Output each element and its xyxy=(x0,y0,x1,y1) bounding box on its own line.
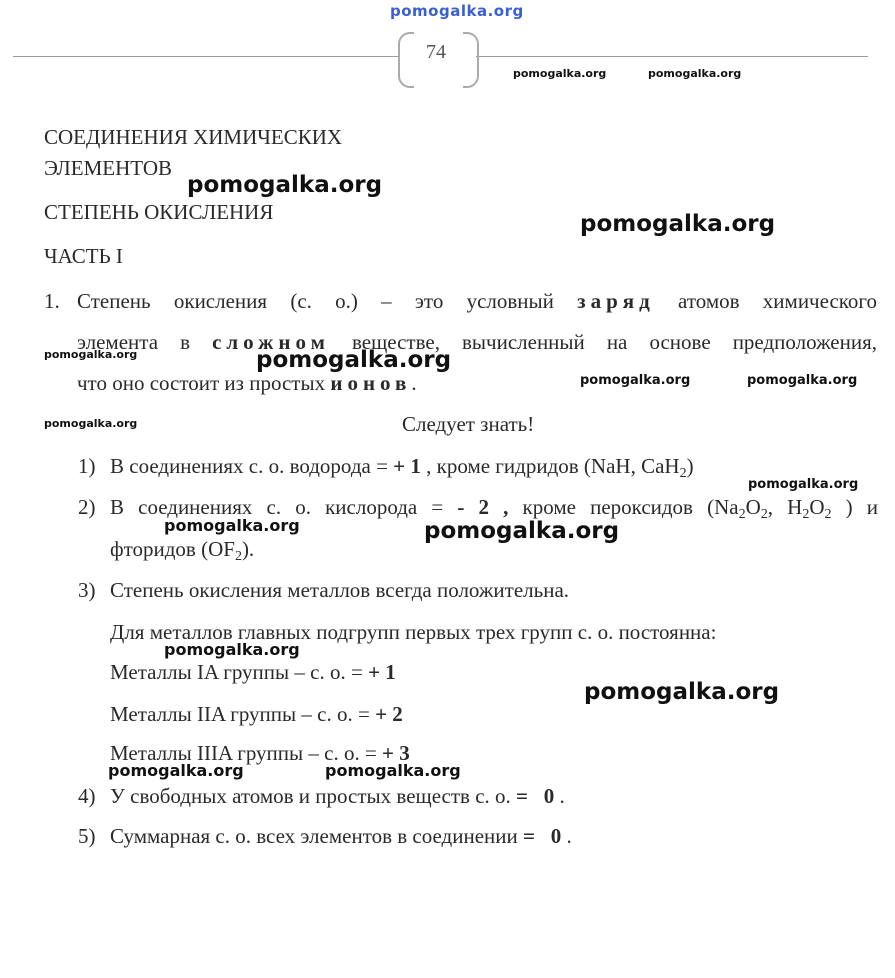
subscript: 2 xyxy=(679,466,687,481)
rule-number: 3) xyxy=(78,578,96,602)
rule-4: У свободных атомов и простых веществ с. о. = 0 . xyxy=(110,784,565,808)
metals-ia-value: + 1 xyxy=(368,660,396,684)
metals-iia: Металлы IIA группы – с. о. = + 2 xyxy=(110,702,403,726)
watermark: pomogalka.org xyxy=(424,518,620,544)
rule-5: Суммарная с. о. всех элементов в соединении = 0 . xyxy=(110,824,572,848)
watermark: pomogalka.org xyxy=(187,172,383,198)
title-line-1: СОЕДИНЕНИЯ ХИМИЧЕСКИХ xyxy=(44,125,343,149)
metals-iia-value: + 2 xyxy=(375,702,403,726)
rule-1 xyxy=(110,454,694,479)
definition-term-ions: ионов xyxy=(330,371,412,395)
definition-line-1 xyxy=(77,289,877,314)
rule-value: + 1 xyxy=(393,454,421,478)
rule-2-line-2: фторидов $(OF_2)$. xyxy=(110,537,255,564)
rule-number: 2) xyxy=(78,495,96,519)
rule-text: ) и xyxy=(845,495,879,519)
header-watermark-2: pomogalka.org xyxy=(648,67,742,80)
metals-intro: Для металлов главных подгрупп первых трех групп с. о. постоянна: xyxy=(110,620,717,644)
watermark: pomogalka.org xyxy=(747,373,858,388)
watermark: pomogalka.org xyxy=(256,347,452,373)
definition-line-3 xyxy=(77,371,417,396)
header-watermark-1: pomogalka.org xyxy=(513,67,607,80)
watermark: pomogalka.org xyxy=(108,761,244,780)
definition-text: веществе, вычисленный на основе предположения, xyxy=(351,330,878,354)
watermark: pomogalka.org xyxy=(584,679,780,705)
metals-iiia-value: + 3 xyxy=(382,741,410,765)
watermark: pomogalka.org xyxy=(580,211,776,237)
definition-number: 1. xyxy=(44,289,60,313)
part-heading: ЧАСТЬ I xyxy=(44,244,123,268)
rule-3: Степень окисления металлов всегда положительна. xyxy=(110,578,570,602)
rule-text: кроме пероксидов ($Na_2O_2$, $H_2O_2$ xyxy=(522,495,832,522)
rule-text: В соединениях с. о. водорода = xyxy=(110,454,388,478)
rule-value: = 0 xyxy=(516,784,555,808)
definition-text: что оно состоит из простых xyxy=(77,371,326,395)
watermark: pomogalka.org xyxy=(164,516,300,535)
rule-text: , кроме гидридов (NaH, CaH xyxy=(426,454,680,478)
page-number-bracket-left xyxy=(398,32,414,88)
watermark: pomogalka.org xyxy=(580,373,691,388)
watermark: pomogalka.org xyxy=(164,640,300,659)
definition-text: элемента в xyxy=(77,330,191,354)
subscript: 2 xyxy=(234,549,242,564)
rule-number: 4) xyxy=(78,784,96,808)
definition-text: атомов химического xyxy=(678,289,878,313)
definition-text: . xyxy=(411,371,417,395)
header-rule-right xyxy=(476,56,868,57)
definition-term-complex: сложном xyxy=(212,330,330,354)
know-heading: Следует знать! xyxy=(402,412,535,436)
definition-term-charge: заряд xyxy=(577,289,655,313)
page-number-bracket-right xyxy=(463,32,479,88)
rule-value: - 2 , xyxy=(457,495,509,519)
definition-line-2 xyxy=(77,330,877,355)
watermark: pomogalka.org xyxy=(325,761,461,780)
site-watermark-top: pomogalka.org xyxy=(390,2,524,20)
header-rule-left xyxy=(13,56,399,57)
watermark: pomogalka.org xyxy=(44,417,138,430)
rule-number: 1) xyxy=(78,454,96,478)
watermark: pomogalka.org xyxy=(44,348,138,361)
subtitle: СТЕПЕНЬ ОКИСЛЕНИЯ xyxy=(44,200,274,224)
rule-value: = 0 xyxy=(523,824,562,848)
page-number: 74 xyxy=(426,41,446,63)
rule-text: ) xyxy=(686,454,694,478)
definition-text: Степень окисления (с. о.) – это условный xyxy=(77,289,554,313)
watermark: pomogalka.org xyxy=(748,477,859,492)
metals-iiia: Металлы IIIA группы – с. о. = + 3 xyxy=(110,741,410,765)
rule-number: 5) xyxy=(78,824,96,848)
title-line-2: ЭЛЕМЕНТОВ xyxy=(44,156,172,180)
metals-ia: Металлы IA группы – с. о. = + 1 xyxy=(110,660,396,684)
rule-text: В соединениях с. о. кислорода = xyxy=(110,495,444,519)
